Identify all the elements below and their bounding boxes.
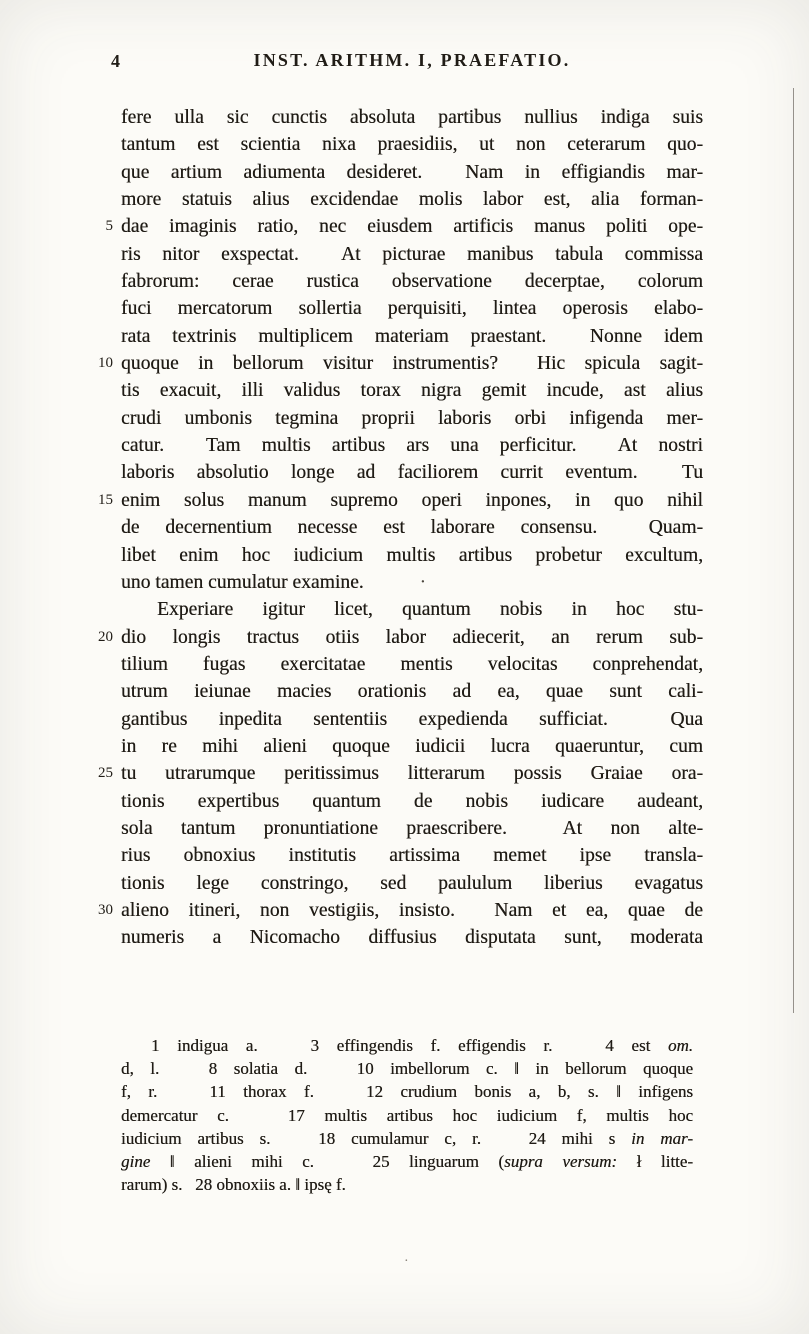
text-line: laboris absolutio longe ad faciliorem currit eventum. Tu <box>121 462 703 484</box>
apparatus-line <box>121 1104 693 1127</box>
text-line: more statuis alius excidendae molis labor est, alia forman- <box>121 189 703 211</box>
margin-line-number: 5 <box>105 218 113 235</box>
text-line: crudi umbonis tegmina proprii laboris orbi infigenda mer- <box>121 407 703 429</box>
text-line: libet enim hoc iudicium multis artibus probetur excultum, <box>121 544 703 566</box>
running-title: INST. ARITHM. I, PRAEFATIO. <box>253 50 571 70</box>
body-text <box>98 104 703 952</box>
apparatus-line <box>121 1150 693 1173</box>
stray-ink-mark: · <box>419 571 427 593</box>
text-line: catur. Tam multis artibus ars una perficitur. At nostri <box>121 435 703 457</box>
apparatus-segment: iudicium artibus s. 18 cumulamur c, r. 24 mihi s <box>121 1128 632 1148</box>
apparatus-line <box>121 1173 693 1196</box>
apparatus-italic-segment: in mar- <box>631 1128 693 1148</box>
apparatus-line <box>121 1034 693 1057</box>
text-line: tantum est scientia nixa praesidiis, ut non ceterarum quo- <box>121 134 703 156</box>
text-line: gantibus inpedita sententiis expedienda sufficiat. Qua <box>121 708 703 730</box>
text-line: tionis expertibus quantum de nobis iudicare audeant, <box>121 790 703 812</box>
text-line: 15 enim solus manum supremo operi inpones, in quo nihil <box>121 487 703 514</box>
apparatus-line <box>121 1127 693 1150</box>
text-line: numeris a Nicomacho diffusius disputata sunt, moderata <box>121 927 703 949</box>
text-line: 20 dio longis tractus otiis labor adiecerit, an rerum sub- <box>121 624 703 651</box>
margin-line-number: 10 <box>98 355 113 372</box>
text-line: 5 dae imaginis ratio, nec eiusdem artificis manus politi ope- <box>121 213 703 240</box>
scan-artifact-line <box>793 88 794 1013</box>
page-header <box>111 50 703 76</box>
apparatus-italic-segment: supra versum: <box>504 1152 618 1172</box>
scan-speck: · <box>404 1254 409 1269</box>
apparatus-line <box>121 1057 693 1080</box>
apparatus-segment: ‖ alieni mihi c. 25 linguarum ( <box>150 1152 505 1172</box>
page-number: 4 <box>111 51 120 71</box>
text-line: 10 quoque in bellorum visitur instrumentis? Hic spicula sagit- <box>121 350 703 377</box>
text-line: ris nitor exspectat. At picturae manibus tabula commissa <box>121 243 703 265</box>
text-line: fere ulla sic cunctis absoluta partibus nullius indiga suis <box>121 107 703 128</box>
text-line: rius obnoxius institutis artissima memet ipse transla- <box>121 845 703 867</box>
critical-apparatus <box>121 1034 693 1196</box>
apparatus-segment: demercatur c. 17 multis artibus hoc iudicium f, multis hoc <box>121 1105 693 1125</box>
apparatus-line <box>121 1080 693 1103</box>
apparatus-segment: d, l. 8 solatia d. 10 imbellorum c. ‖ in bellorum quoque <box>121 1059 693 1079</box>
text-line: de decernentium necesse est laborare consensu. Quam- <box>121 517 703 539</box>
text-line: fuci mercatorum sollertia perquisiti, lintea operosis elabo- <box>121 298 703 320</box>
text-line: tis exacuit, illi validus torax nigra gemit incude, ast alius <box>121 380 703 402</box>
apparatus-italic-segment: gine <box>121 1152 151 1172</box>
margin-line-number: 30 <box>98 901 113 918</box>
text-line: tilium fugas exercitatae mentis velocitas conprehendat, <box>121 653 703 675</box>
text-line: que artium adiumenta desideret. Nam in effigiandis mar- <box>121 161 703 183</box>
apparatus-segment: f, r. 11 thorax f. 12 crudium bonis a, b, s. ‖ infigens <box>121 1082 693 1102</box>
apparatus-segment: rarum) s. 28 obnoxiis a. ‖ ipsę f. <box>121 1175 346 1195</box>
apparatus-segment: 1 indigua a. 3 effingendis f. effigendis r. 4 est <box>151 1036 668 1055</box>
apparatus-segment: ł litte- <box>617 1152 693 1172</box>
margin-line-number: 15 <box>98 491 113 508</box>
text-line: 25 tu utrarumque peritissimus litterarum possis Graiae ora- <box>121 760 703 787</box>
text-line: uno tamen cumulatur examine. · <box>121 571 427 593</box>
margin-line-number: 20 <box>98 628 113 645</box>
text-line: Experiare igitur licet, quantum nobis in hoc stu- <box>157 599 703 621</box>
apparatus-italic-segment: om. <box>667 1036 693 1055</box>
text-line: tionis lege constringo, sed paululum liberius evagatus <box>121 872 703 894</box>
text-line: sola tantum pronuntiatione praescribere. At non alte- <box>121 817 703 839</box>
text-line: in re mihi alieni quoque iudicii lucra quaeruntur, cum <box>121 735 703 757</box>
text-line: fabrorum: cerae rustica observatione decerptae, colorum <box>121 271 703 293</box>
margin-line-number: 25 <box>98 765 113 782</box>
text-line: 30 alieno itineri, non vestigiis, insisto. Nam et ea, quae de <box>121 897 703 924</box>
text-line: utrum ieiunae macies orationis ad ea, quae sunt cali- <box>121 681 703 703</box>
text-line: rata textrinis multiplicem materiam praestant. Nonne idem <box>121 325 703 347</box>
